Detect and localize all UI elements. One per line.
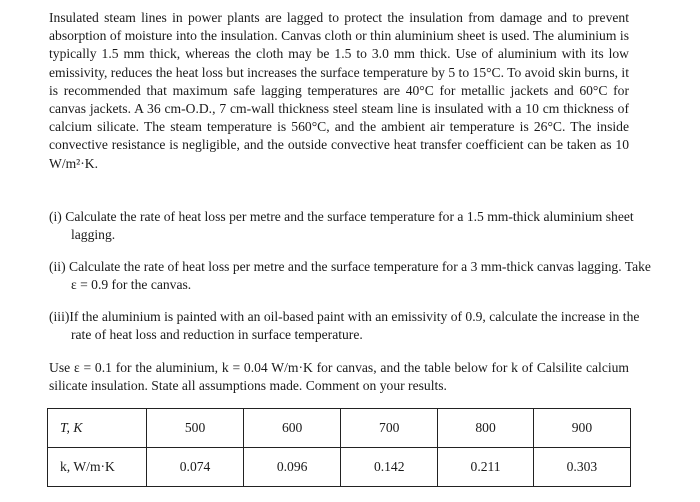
table-row-label: T, K — [48, 409, 147, 448]
table-cell: 800 — [438, 409, 534, 448]
question-2-label: (ii) — [49, 259, 66, 274]
table-cell: 500 — [147, 409, 244, 448]
question-3-label: (iii) — [49, 309, 70, 324]
table-cell: 0.211 — [438, 448, 534, 487]
table-row-temperature — [48, 409, 631, 448]
question-3 — [49, 308, 651, 344]
instructions-note: Use ε = 0.1 for the aluminium, k = 0.04 W/m·K for canvas, and the table below for k of Calsilite calcium silicate insulation. State all assumptions made. Comment on your results. — [49, 360, 629, 394]
question-3-text: If the aluminium is painted with an oil-based paint with an emissivity of 0.9, calculate the increase in the rate of heat loss and reduction in surface temperature. — [69, 309, 640, 343]
conductivity-table — [47, 408, 631, 487]
table-cell: 600 — [244, 409, 341, 448]
table-cell: 0.096 — [244, 448, 341, 487]
problem-statement: Insulated steam lines in power plants are lagged to protect the insulation from damage and to prevent absorption of moisture into the insulation. Canvas cloth or thin aluminium sheet is used. The aluminium is typically 1.5 mm thick, whereas the cloth may be 1.5 to 3.0 mm thick. Use of aluminium with its low emissivity, reduces the heat loss but increases the surface temperature by 5 to 15°C. To avoid skin burns, it is recommended that maximum safe lagging temperatures are 40°C for metallic jackets and 60°C for canvas jackets. A 36 cm-O.D., 7 cm-wall thickness steel steam line is insulated with a 10 cm thickness of calcium silicate. The steam temperature is 560°C, and the ambient air temperature is 26°C. The inside convective resistance is negligible, and the outside convective heat transfer coefficient can be taken as 10 W/m²·K. — [49, 10, 629, 171]
table-row-conductivity — [48, 448, 631, 487]
table-row-label: k, W/m·K — [48, 448, 147, 487]
question-1 — [49, 208, 651, 244]
question-1-text: Calculate the rate of heat loss per metre and the surface temperature for a 1.5 mm-thick aluminium sheet lagging. — [65, 209, 634, 243]
table-cell: 900 — [533, 409, 630, 448]
question-2 — [49, 258, 651, 294]
question-1-label: (i) — [49, 209, 62, 224]
table-cell: 0.303 — [533, 448, 630, 487]
table-cell: 700 — [341, 409, 438, 448]
table-cell: 0.074 — [147, 448, 244, 487]
table-cell: 0.142 — [341, 448, 438, 487]
question-2-text: Calculate the rate of heat loss per metre and the surface temperature for a 3 mm-thick canvas lagging. Take ε = 0.9 for the canvas. — [69, 259, 651, 293]
